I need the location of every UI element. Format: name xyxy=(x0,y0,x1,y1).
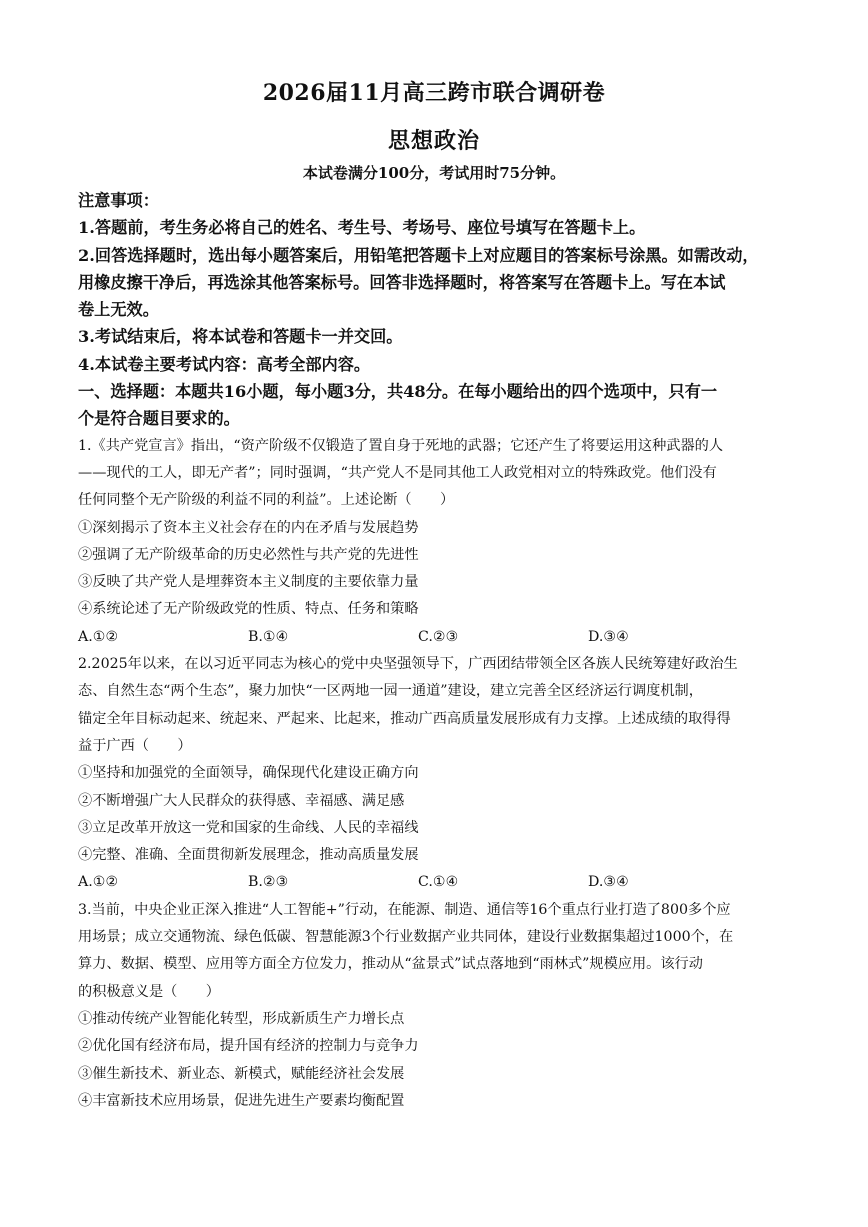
section-heading: 个是符合题目要求的。 xyxy=(78,409,240,429)
notice-heading: 注意事项： xyxy=(78,191,159,210)
option-d: D.③④ xyxy=(588,874,629,891)
question-1 xyxy=(78,433,792,651)
statement: ③反映了共产党人是埋葬资本主义制度的主要依靠力量 xyxy=(78,574,419,591)
option-a: A.①② xyxy=(78,874,119,891)
option-c: C.①④ xyxy=(418,874,459,891)
question-stem: 用场景；成立交通物流、绿色低碳、智慧能源3个行业数据产业共同体，建设行业数据集超过1000个，在 xyxy=(78,929,734,946)
question-3 xyxy=(78,897,792,1115)
question-stem: 1.《共产党宣言》指出，“资产阶级不仅锻造了置自身于死地的武器；它还产生了将要运用这种武器的人 xyxy=(78,437,724,454)
subject-title: 思想政治 xyxy=(387,128,480,154)
question-stem: 态、自然生态“两个生态”，聚力加快“一区两地一园一通道”建设，建立完善全区经济运行调度机制， xyxy=(78,683,703,700)
question-stem: 任何同整个无产阶级的利益不同的利益”。上述论断（ ） xyxy=(78,492,455,509)
notice-item: 卷上无效。 xyxy=(78,300,159,320)
statement: ③催生新技术、新业态、新模式，赋能经济社会发展 xyxy=(78,1065,405,1082)
statement: ②不断增强广大人民群众的获得感、幸福感、满足感 xyxy=(78,792,405,809)
answer-options xyxy=(78,624,792,651)
question-2 xyxy=(78,651,792,897)
answer-options xyxy=(78,869,792,896)
notice-item: 4.本试卷主要考试内容：高考全部内容。 xyxy=(78,354,371,374)
statement: ①深刻揭示了资本主义社会存在的内在矛盾与发展趋势 xyxy=(78,519,419,536)
statement: ④丰富新技术应用场景，促进先进生产要素均衡配置 xyxy=(78,1092,405,1109)
statement: ④完整、准确、全面贯彻新发展理念，推动高质量发展 xyxy=(78,847,419,864)
exam-title: 2026届11月高三跨市联合调研卷 xyxy=(262,80,606,106)
question-stem: 2.2025年以来，在以习近平同志为核心的党中央坚强领导下，广西团结带领全区各族人民统筹建好政治生 xyxy=(78,656,738,673)
statement: ③立足改革开放这一党和国家的生命线、人民的幸福线 xyxy=(78,819,419,836)
question-stem: 3.当前，中央企业正深入推进“人工智能+”行动，在能源、制造、通信等16个重点行业打造了800多个应 xyxy=(78,901,731,918)
question-stem: 锚定全年目标动起来、统起来、严起来、比起来，推动广西高质量发展形成有力支撑。上述成绩的取得得 xyxy=(78,710,731,727)
option-a: A.①② xyxy=(78,628,119,645)
option-c: C.②③ xyxy=(418,628,459,645)
option-d: D.③④ xyxy=(588,628,629,645)
statement: ①推动传统产业智能化转型，形成新质生产力增长点 xyxy=(78,1010,405,1027)
notice-item: 1.答题前，考生务必将自己的姓名、考生号、考场号、座位号填写在答题卡上。 xyxy=(78,218,646,238)
notice-item: 用橡皮擦干净后，再选涂其他答案标号。回答非选择题时，将答案写在答题卡上。写在本试 xyxy=(78,272,726,292)
statement: ②优化国有经济布局，提升国有经济的控制力与竞争力 xyxy=(78,1038,419,1055)
exam-body xyxy=(78,187,792,1115)
option-b: B.①④ xyxy=(248,628,289,645)
statement: ①坚持和加强党的全面领导，确保现代化建设正确方向 xyxy=(78,765,419,782)
option-b: B.②③ xyxy=(248,874,289,891)
exam-info: 本试卷满分100分，考试用时75分钟。 xyxy=(302,164,566,182)
question-stem: 益于广西（ ） xyxy=(78,737,192,754)
question-stem: 的积极意义是（ ） xyxy=(78,983,220,1000)
notice-item: 2.回答选择题时，选出每小题答案后，用铅笔把答题卡上对应题目的答案标号涂黑。如需改动， xyxy=(78,245,759,265)
statement: ④系统论述了无产阶级政党的性质、特点、任务和策略 xyxy=(78,601,419,618)
question-stem: 算力、数据、模型、应用等方面全方位发力，推动从“盆景式”试点落地到“雨林式”规模应用。该行动 xyxy=(78,956,703,973)
section-heading: 一、选择题：本题共16小题，每小题3分，共48分。在每小题给出的四个选项中，只有一 xyxy=(78,382,718,402)
question-stem: ——现代的工人，即无产者”；同时强调，“共产党人不是同其他工人政党相对立的特殊政党。他们没有 xyxy=(78,464,717,481)
notice-item: 3.考试结束后，将本试卷和答题卡一并交回。 xyxy=(78,327,403,347)
statement: ②强调了无产阶级革命的历史必然性与共产党的先进性 xyxy=(78,546,419,563)
